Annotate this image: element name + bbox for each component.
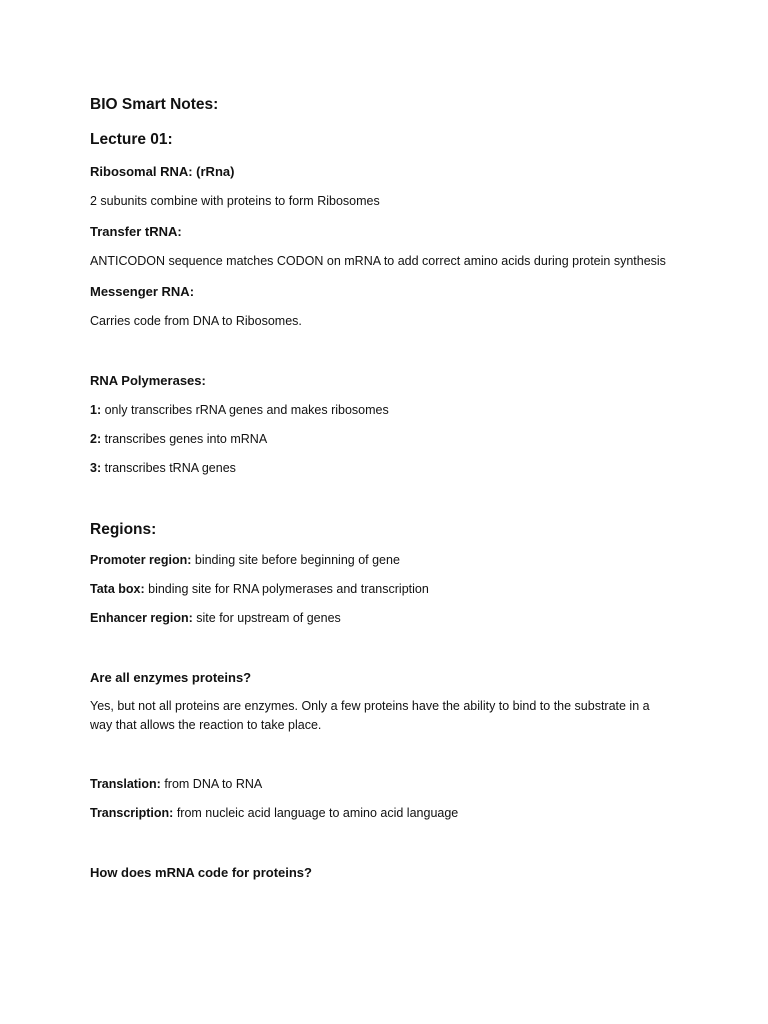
trna-text: ANTICODON sequence matches CODON on mRNA to add correct amino acids during protein synthesis: [90, 254, 666, 268]
polymerase-text: transcribes genes into mRNA: [101, 432, 268, 446]
enzymes-text-line-2: way that allows the reaction to take place.: [90, 718, 322, 732]
enzymes-heading: Are all enzymes proteins?: [90, 670, 252, 685]
region-item: [90, 551, 690, 570]
polymerase-item: [90, 401, 690, 420]
region-item: [90, 609, 690, 628]
lecture-heading: Lecture 01:: [90, 131, 173, 148]
process-item: [90, 804, 690, 823]
enzymes-text-line-1: Yes, but not all proteins are enzymes. Only a few proteins have the ability to bind to the substrate in a: [90, 699, 650, 713]
rrna-heading: Ribosomal RNA: (rRna): [90, 164, 235, 179]
polymerase-label: 3:: [90, 461, 102, 475]
polymerase-item: [90, 430, 690, 449]
document-title: BIO Smart Notes:: [90, 96, 219, 113]
polymerase-label: 1:: [90, 403, 102, 417]
regions-heading: Regions:: [90, 521, 157, 538]
rrna-text: 2 subunits combine with proteins to form Ribosomes: [90, 194, 380, 208]
trna-heading: Transfer tRNA:: [90, 224, 182, 239]
process-label: Transcription:: [90, 806, 174, 820]
mrna-text: Carries code from DNA to Ribosomes.: [90, 314, 302, 328]
region-item: [90, 580, 690, 599]
mrna-heading: Messenger RNA:: [90, 284, 195, 299]
region-label: Enhancer region:: [90, 611, 193, 625]
region-label: Tata box:: [90, 582, 145, 596]
process-text: from nucleic acid language to amino acid language: [173, 806, 459, 820]
polymerase-text: transcribes tRNA genes: [101, 461, 236, 475]
process-label: Translation:: [90, 777, 161, 791]
process-text: from DNA to RNA: [160, 777, 263, 791]
region-label: Promoter region:: [90, 553, 192, 567]
polymerase-text: only transcribes rRNA genes and makes ribosomes: [101, 403, 389, 417]
polymerase-label: 2:: [90, 432, 102, 446]
region-text: binding site before beginning of gene: [191, 553, 400, 567]
mrna-question-heading: How does mRNA code for proteins?: [90, 865, 312, 880]
polymerases-heading: RNA Polymerases:: [90, 373, 206, 388]
process-item: [90, 775, 690, 794]
region-text: site for upstream of genes: [192, 611, 341, 625]
polymerase-item: [90, 459, 690, 478]
region-text: binding site for RNA polymerases and transcription: [144, 582, 429, 596]
